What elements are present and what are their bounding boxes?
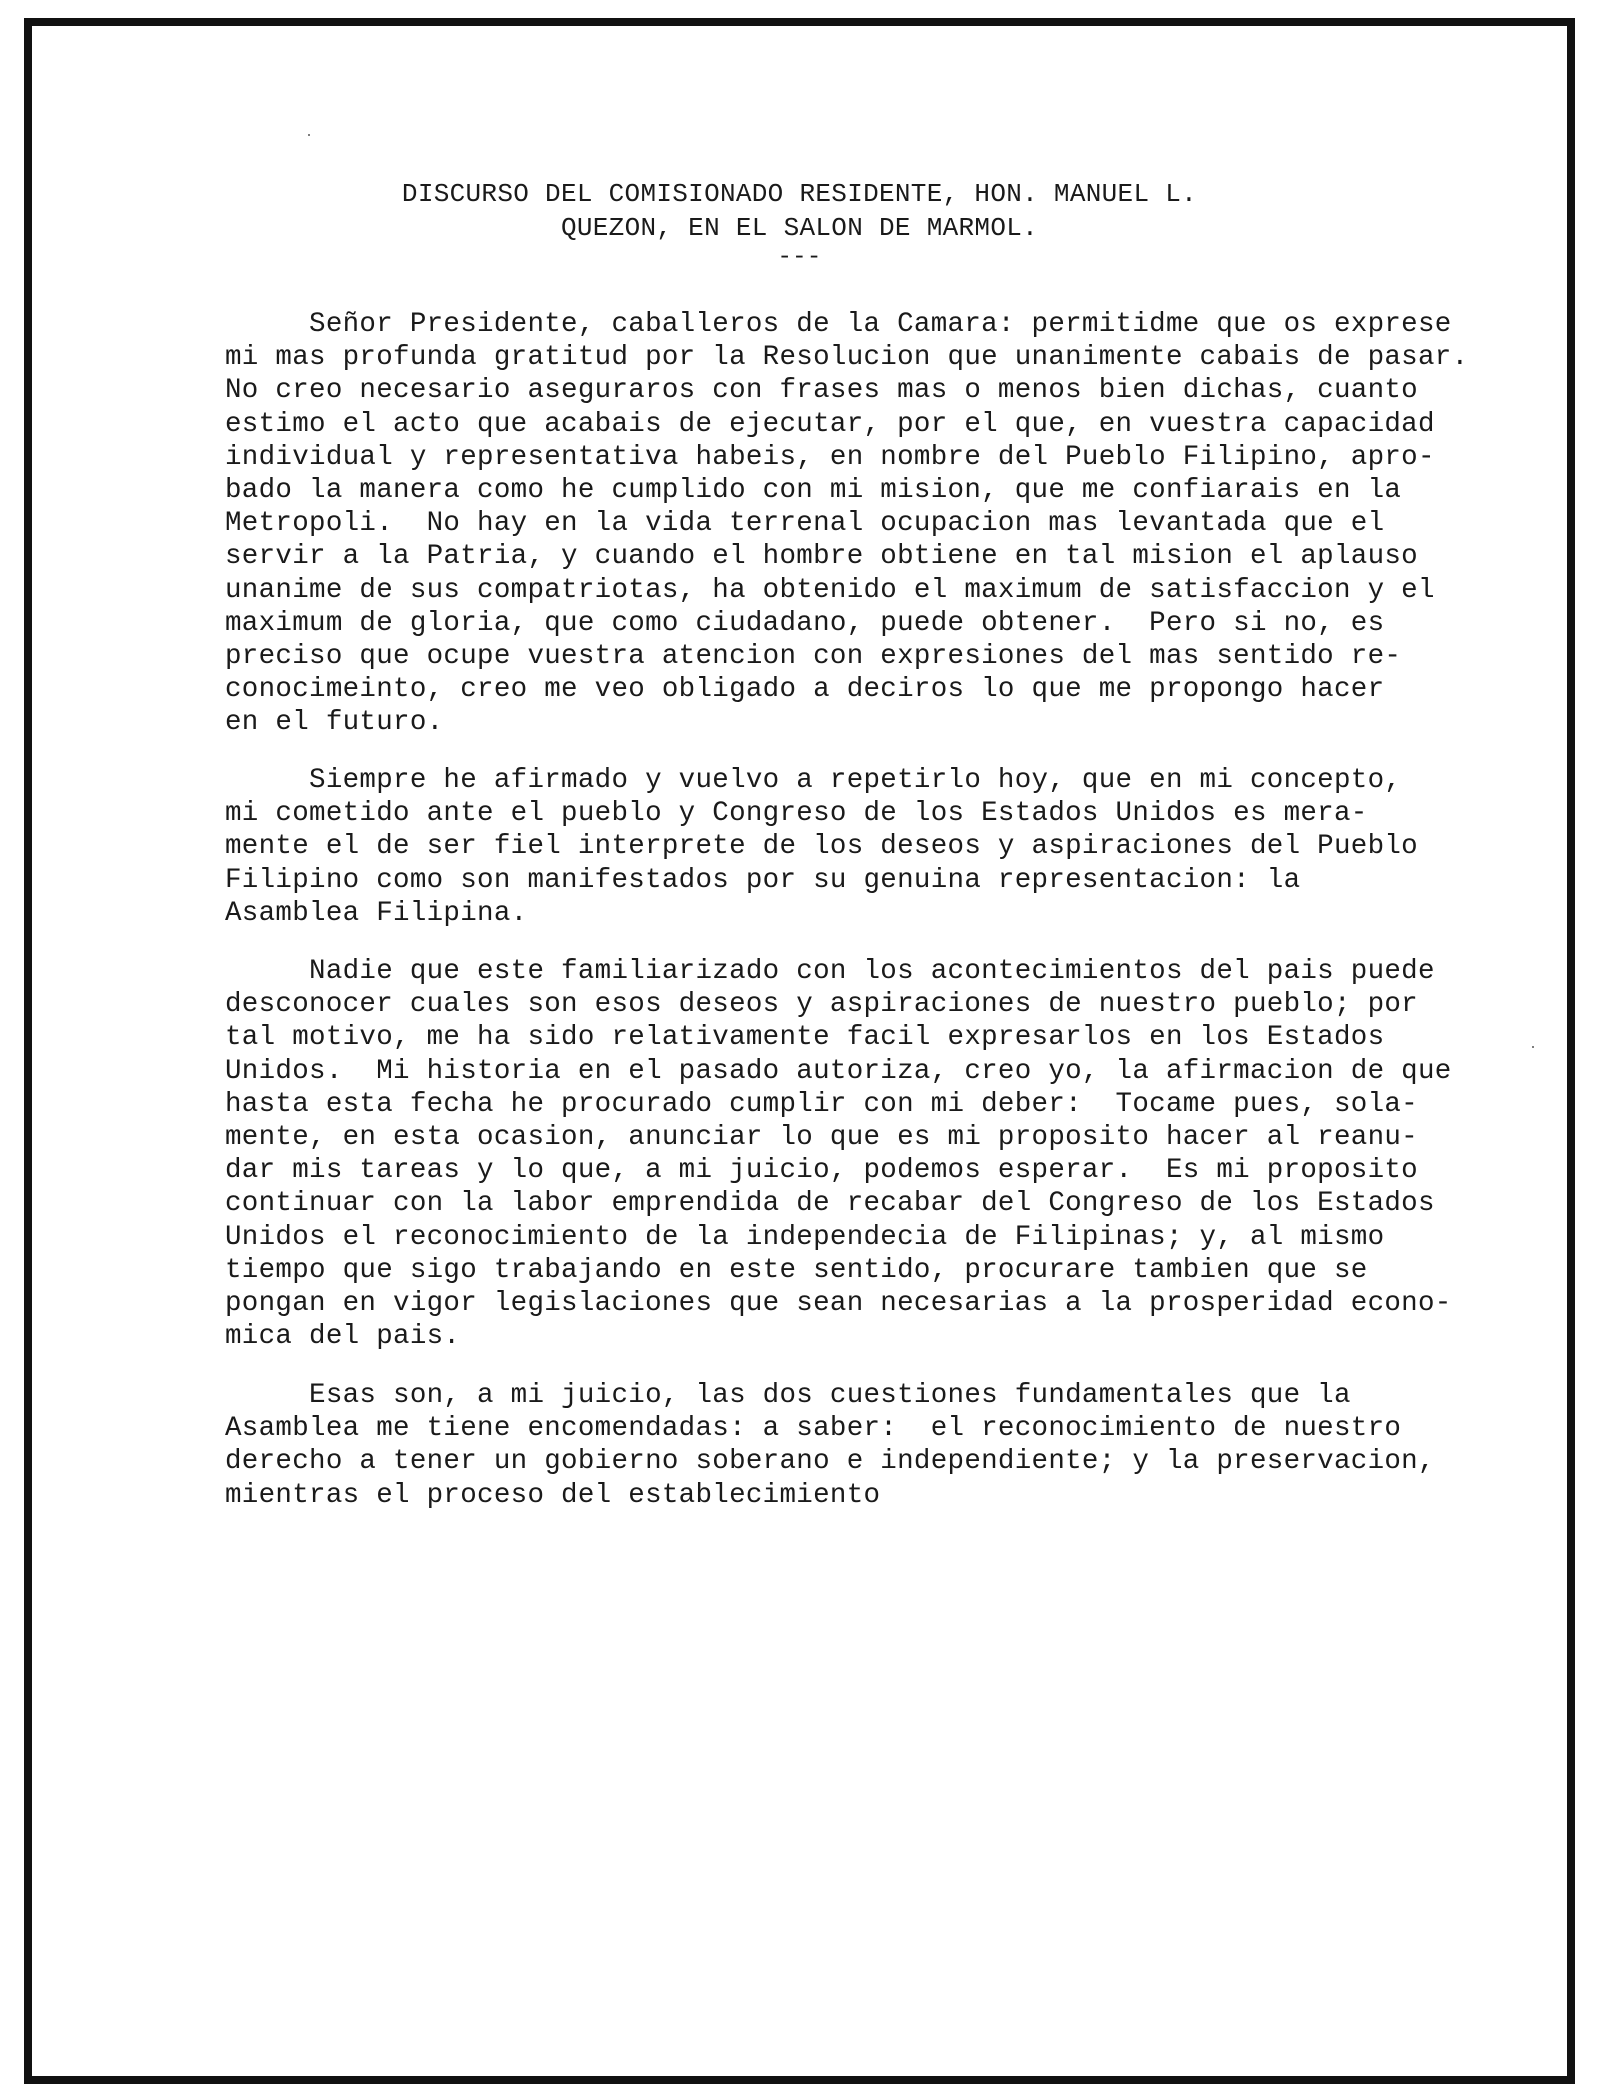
text-line: mientras el proceso del establecimiento <box>225 1479 881 1511</box>
text-line: Filipino como son manifestados por su genuina representacion: la <box>225 864 1301 896</box>
text-line: Asamblea me tiene encomendadas: a saber: el reconocimiento de nuestro <box>225 1413 1402 1445</box>
text-line: derecho a tener un gobierno soberano e independiente; y la preservacion, <box>225 1446 1435 1478</box>
text-line: tiempo que sigo trabajando en este sentido, procurare tambien que se <box>225 1254 1368 1286</box>
typewritten-page <box>32 26 1567 2076</box>
text-line: No creo necesario aseguraros con frases mas o menos bien dichas, cuanto <box>225 375 1418 407</box>
paragraph-2 <box>225 764 1455 930</box>
text-line: individual y representativa habeis, en nombre del Pueblo Filipino, apro- <box>225 441 1435 473</box>
text-line: bado la manera como he cumplido con mi mision, que me confiarais en la <box>225 474 1402 506</box>
text-line: Asamblea Filipina. <box>225 897 528 929</box>
paragraph-4 <box>225 1379 1455 1512</box>
text-line: desconocer cuales son esos deseos y aspiraciones de nuestro pueblo; por <box>225 989 1418 1021</box>
page-border <box>24 18 1575 2084</box>
text-line: en el futuro. <box>225 707 444 739</box>
text-line: servir a la Patria, y cuando el hombre obtiene en tal mision el aplauso <box>225 541 1418 573</box>
text-line: mi mas profunda gratitud por la Resolucion que unanimente cabais de pasar. <box>225 342 1469 374</box>
text-line: conocimeinto, creo me veo obligado a deciros lo que me propongo hacer <box>225 674 1385 706</box>
text-line: Siempre he afirmado y vuelvo a repetirlo hoy, que en mi concepto, <box>225 765 1402 796</box>
text-line: unanime de sus compatriotas, ha obtenido el maximum de satisfaccion y el <box>225 574 1435 606</box>
text-line: mica del pais. <box>225 1321 461 1353</box>
title-separator: --- <box>777 244 822 271</box>
text-line: preciso que ocupe vuestra atencion con expresiones del mas sentido re- <box>225 640 1402 672</box>
text-line: Señor Presidente, caballeros de la Camara: permitidme que os exprese <box>225 309 1452 340</box>
paper-speck <box>1532 1046 1534 1048</box>
text-line: Nadie que este familiarizado con los acontecimientos del pais puede <box>225 956 1435 987</box>
paragraph-1 <box>225 308 1469 739</box>
text-line: Unidos. Mi historia en el pasado autoriza, creo yo, la afirmacion de que <box>225 1055 1452 1087</box>
text-line: mente, en esta ocasion, anunciar lo que es mi proposito hacer al reanu- <box>225 1121 1418 1153</box>
paper-speck <box>308 134 310 136</box>
text-line: mente el de ser fiel interprete de los deseos y aspiraciones del Pueblo <box>225 831 1418 863</box>
text-line: Metropoli. No hay en la vida terrenal ocupacion mas levantada que el <box>225 508 1385 540</box>
text-line: Unidos el reconocimiento de la independecia de Filipinas; y, al mismo <box>225 1221 1385 1253</box>
document-title-line-2: QUEZON, EN EL SALON DE MARMOL. <box>560 213 1039 243</box>
text-line: tal motivo, me ha sido relativamente facil expresarlos en los Estados <box>225 1022 1385 1054</box>
text-line: continuar con la labor emprendida de recabar del Congreso de los Estados <box>225 1188 1435 1220</box>
paragraph-3 <box>225 955 1455 1353</box>
text-line: dar mis tareas y lo que, a mi juicio, podemos esperar. Es mi proposito <box>225 1155 1418 1187</box>
document-title-line-1: DISCURSO DEL COMISIONADO RESIDENTE, HON. MANUEL L. <box>401 179 1198 209</box>
text-line: Esas son, a mi juicio, las dos cuestiones fundamentales que la <box>225 1380 1351 1411</box>
text-line: hasta esta fecha he procurado cumplir con mi deber: Tocame pues, sola- <box>225 1088 1418 1120</box>
text-line: estimo el acto que acabais de ejecutar, por el que, en vuestra capacidad <box>225 408 1435 440</box>
text-line: mi cometido ante el pueblo y Congreso de los Estados Unidos es mera- <box>225 798 1368 830</box>
text-line: pongan en vigor legislaciones que sean necesarias a la prosperidad econo- <box>225 1287 1452 1319</box>
text-line: maximum de gloria, que como ciudadano, puede obtener. Pero si no, es <box>225 607 1385 639</box>
